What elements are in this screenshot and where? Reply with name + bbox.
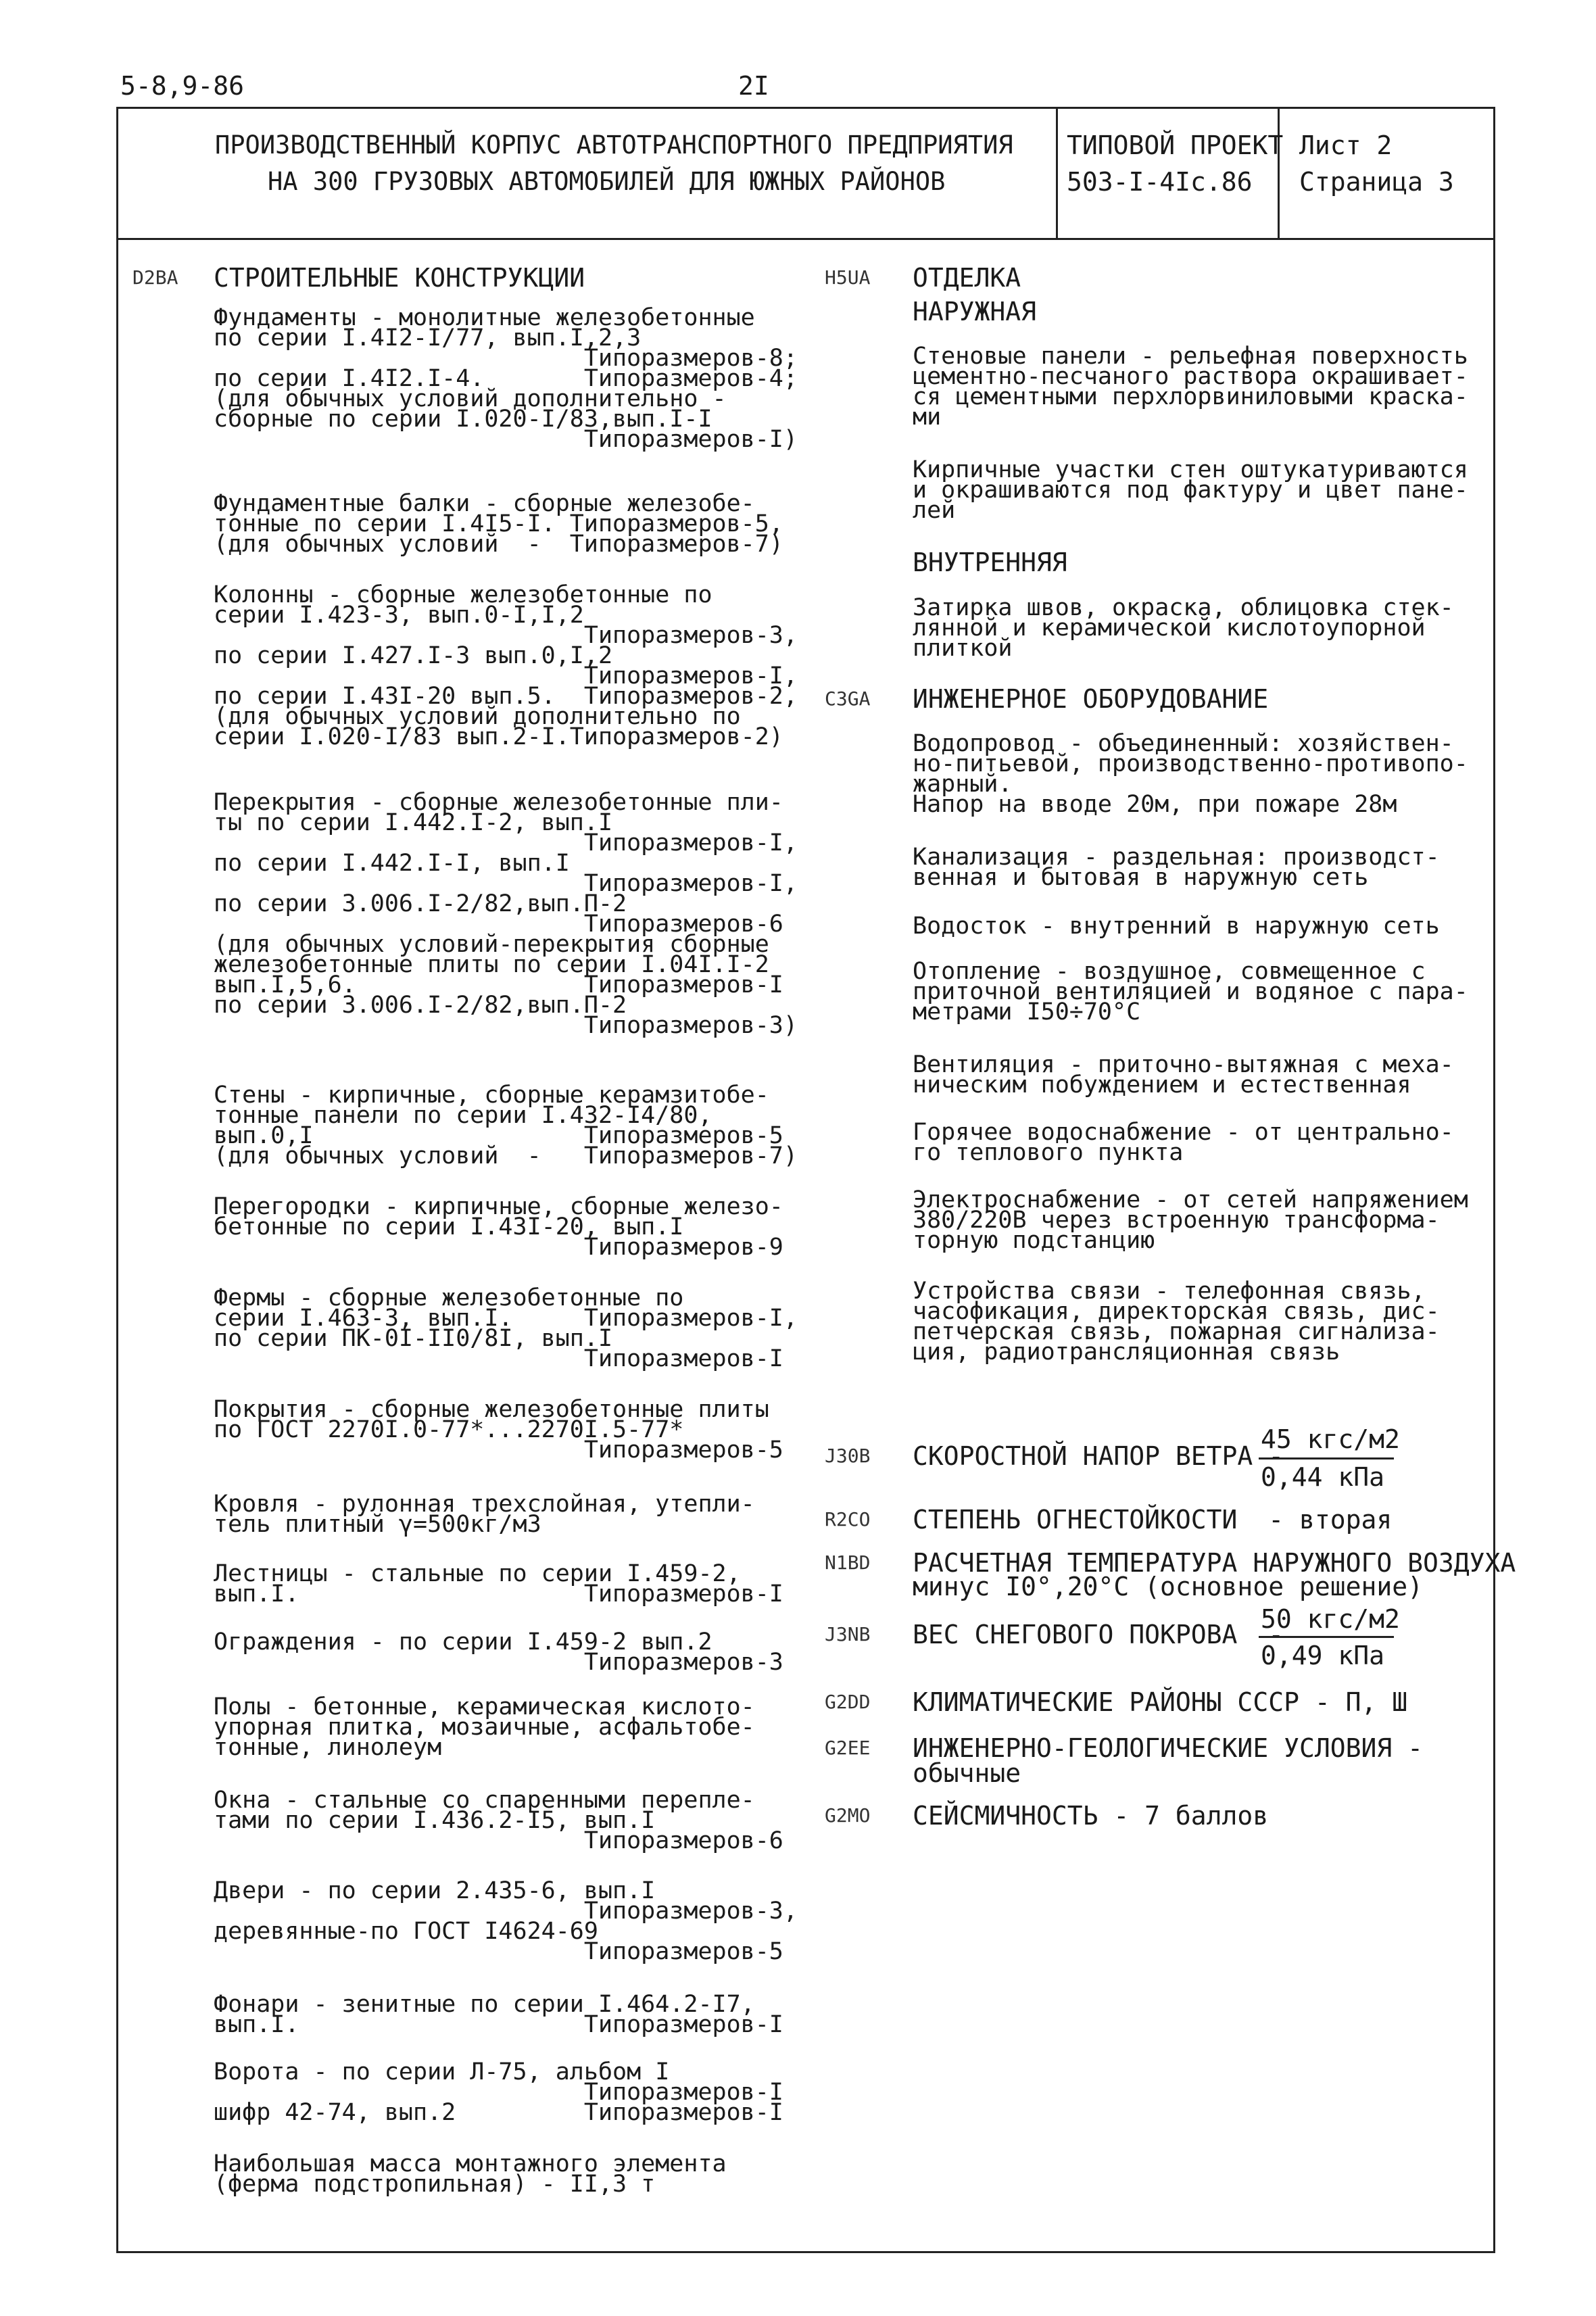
section-code: J30B: [825, 1445, 871, 1467]
finish-inner: Затирка швов, окраска, облицовка стек- лянной и керамической кислотоупорной плиткой: [913, 594, 1454, 662]
climate-regions-label: КЛИМАТИЧЕСКИЕ РАЙОНЫ СССР - П, Ш: [913, 1687, 1408, 1717]
section-heading-finish: ОТДЕЛКА: [913, 263, 1021, 293]
engineering-drainage: Водосток - внутренний в наружную сеть: [913, 913, 1440, 940]
snow-load-fraction-bar: [1259, 1636, 1394, 1638]
construction-stairs: Лестницы - стальные по серии I.459-2, вып.I. Типоразмеров-I: [214, 1560, 783, 1608]
construction-doors: Двери - по серии 2.435-6, вып.I Типоразмеров-3, деревянные-по ГОСТ I4624-69 Типоразмеров-5: [214, 1877, 798, 1965]
construction-roof: Кровля - рулонная трехслойная, утепли- тель плитный γ=500кг/м3: [214, 1491, 755, 1538]
section-heading-construction: СТРОИТЕЛЬНЫЕ КОНСТРУКЦИИ: [214, 263, 585, 293]
geology-value: обычные: [913, 1758, 1021, 1788]
engineering-water-supply: Водопровод - объединенный: хозяйствен- но-питьевой, производственно-противопо- жарный. Напор на вводе 20м, при пожаре 28м: [913, 730, 1468, 818]
wind-load-fraction-bar: [1259, 1457, 1394, 1459]
construction-foundation-beams: Фундаментные балки - сборные железобе- тонные по серии I.4I5-I. Типоразмеров-5, (для обычных условий - Типоразмеров-7): [214, 490, 783, 558]
sheet-label: Лист 2: [1299, 130, 1393, 160]
engineering-sewerage: Канализация - раздельная: производст- венная и бытовая в наружную сеть: [913, 844, 1440, 891]
construction-partitions: Перегородки - кирпичные, сборные железо- бетонные по серии I.43I-20, вып.I Типоразмеров-9: [214, 1193, 783, 1261]
design-temperature-label: РАСЧЕТНАЯ ТЕМПЕРАТУРА НАРУЖНОГО ВОЗДУХА: [913, 1548, 1516, 1578]
wind-load-denominator: 0,44 кПа: [1261, 1462, 1385, 1492]
engineering-hot-water: Горячее водоснабжение - от центрально- го теплового пункта: [913, 1119, 1454, 1166]
subheading-inner: ВНУТРЕННЯЯ: [913, 548, 1067, 577]
page-number: 2I: [738, 71, 769, 101]
construction-columns: Колонны - сборные железобетонные по серии I.423-3, вып.0-I,I,2 Типоразмеров-3, по серии I.427.I-3 вып.0,I,2 Типоразмеров-I, по серии I.43I-20 вып.5. Типоразмеров-2, (для обычных условий дополнительно по серии I.020-I/83 вып.2-I.Типоразмеров-2): [214, 581, 798, 750]
engineering-heating: Отопление - воздушное, совмещенное с приточной вентиляцией и водяное с пара- метрами I50÷70°С: [913, 958, 1468, 1026]
section-heading-engineering: ИНЖЕНЕРНОЕ ОБОРУДОВАНИЕ: [913, 684, 1269, 714]
subheading-outer: НАРУЖНАЯ: [913, 297, 1037, 327]
construction-skylights: Фонари - зенитные по серии I.464.2-I7, вып.I. Типоразмеров-I: [214, 1991, 783, 2038]
construction-floors: Перекрытия - сборные железобетонные пли- ты по серии I.442.I-2, вып.I Типоразмеров-I, по серии I.442.I-I, вып.I Типоразмеров-I, по серии 3.006.I-2/82,вып.П-2 Типоразмеров-6 (для обычных условий-перекрытия сборные железобетонные плиты по серии I.04I.I-2 вып.I,5,6. Типоразмеров-I по серии 3.006.I-2/82,вып.П-2 Типоразмеров-3): [214, 789, 798, 1039]
design-temperature-value: минус I0°,20°С (основное решение): [913, 1572, 1423, 1601]
title-block-separator-1: [1056, 107, 1058, 239]
page-label: Страница 3: [1299, 167, 1454, 197]
construction-flooring: Полы - бетонные, керамическая кислото- упорная плитка, мозаичные, асфальтобе- тонные, линолеум: [214, 1693, 755, 1761]
section-code: G2EE: [825, 1737, 871, 1759]
section-code: N1BD: [825, 1551, 871, 1574]
snow-load-denominator: 0,49 кПа: [1261, 1641, 1385, 1670]
section-code: G2MO: [825, 1804, 871, 1827]
wind-load-label: СКОРОСТНОЙ НАПОР ВЕТРА -: [913, 1441, 1284, 1471]
section-code: R2CO: [825, 1508, 871, 1530]
geology-label: ИНЖЕНЕРНО-ГЕОЛОГИЧЕСКИЕ УСЛОВИЯ -: [913, 1733, 1423, 1763]
section-code: G2DD: [825, 1691, 871, 1713]
section-code: C3GA: [825, 687, 871, 710]
section-code: J3NB: [825, 1623, 871, 1645]
finish-outer-panels: Стеновые панели - рельефная поверхность цементно-песчаного раствора окрашивает- ся цементными перхлорвиниловыми краска- ми: [913, 343, 1468, 431]
engineering-ventilation: Вентиляция - приточно-вытяжная с меха- ническим побуждением и естественная: [913, 1051, 1454, 1099]
construction-max-mass: Наибольшая масса монтажного элемента (ферма подстропильная) - II,3 т: [214, 2150, 727, 2198]
construction-windows: Окна - стальные со спаренными перепле- тами по серии I.436.2-I5, вып.I Типоразмеров-6: [214, 1787, 783, 1854]
project-code: 503-I-4Ic.86: [1067, 167, 1253, 197]
fire-resistance-label: СТЕПЕНЬ ОГНЕСТОЙКОСТИ - вторая: [913, 1505, 1393, 1535]
snow-load-label: ВЕС СНЕГОВОГО ПОКРОВА -: [913, 1620, 1284, 1649]
wind-load-numerator: 45 кгс/м2: [1261, 1424, 1400, 1454]
snow-load-numerator: 50 кгс/м2: [1261, 1604, 1400, 1634]
finish-outer-brick: Кирпичные участки стен оштукатуриваются и окрашиваются под фактуру и цвет пане- лей: [913, 456, 1468, 524]
section-code: H5UA: [825, 266, 871, 289]
construction-trusses: Фермы - сборные железобетонные по серии I.463-3, вып.I. Типоразмеров-I, по серии ПК-0I-II0/8I, вып.I Типоразмеров-I: [214, 1284, 798, 1372]
title-block-separator-2: [1278, 107, 1280, 239]
construction-roofing-slabs: Покрытия - сборные железобетонные плиты по ГОСТ 2270I.0-77*...2270I.5-77* Типоразмеров-5: [214, 1396, 783, 1464]
document-code: 5-8,9-86: [120, 71, 245, 101]
construction-foundations: Фундаменты - монолитные железобетонные по серии I.4I2-I/77, вып.I,2,3 Типоразмеров-8; по серии I.4I2.I-4. Типоразмеров-4; (для обычных условий дополнительно - сборные по серии I.020-I/83,вып.I-I Типоразмеров-I): [214, 304, 798, 453]
construction-gates: Ворота - по серии Л-75, альбом I Типоразмеров-I шифр 42-74, вып.2 Типоразмеров-I: [214, 2058, 783, 2126]
title-line-2: НА 300 ГРУЗОВЫХ АВТОМОБИЛЕЙ ДЛЯ ЮЖНЫХ РАЙОНОВ: [268, 167, 946, 196]
seismicity-label: СЕЙСМИЧНОСТЬ - 7 баллов: [913, 1801, 1269, 1831]
construction-railings: Ограждения - по серии I.459-2 вып.2 Типоразмеров-3: [214, 1629, 783, 1676]
title-block-divider: [116, 238, 1495, 240]
project-label: ТИПОВОЙ ПРОЕКТ: [1067, 130, 1284, 160]
engineering-communications: Устройства связи - телефонная связь, часофикация, директорская связь, дис- петчерская связь, пожарная сигнализа- ция, радиотрансляционная связь: [913, 1278, 1440, 1366]
section-code: D2BA: [132, 266, 178, 289]
engineering-power: Электроснабжение - от сетей напряжением 380/220В через встроенную трансформа- торную подстанцию: [913, 1186, 1468, 1254]
construction-walls: Стены - кирпичные, сборные керамзитобе- тонные панели по серии I.432-I4/80, вып.0,I Типоразмеров-5 (для обычных условий - Типоразмеров-7): [214, 1082, 798, 1169]
title-line-1: ПРОИЗВОДСТВЕННЫЙ КОРПУС АВТОТРАНСПОРТНОГО ПРЕДПРИЯТИЯ: [215, 130, 1013, 160]
